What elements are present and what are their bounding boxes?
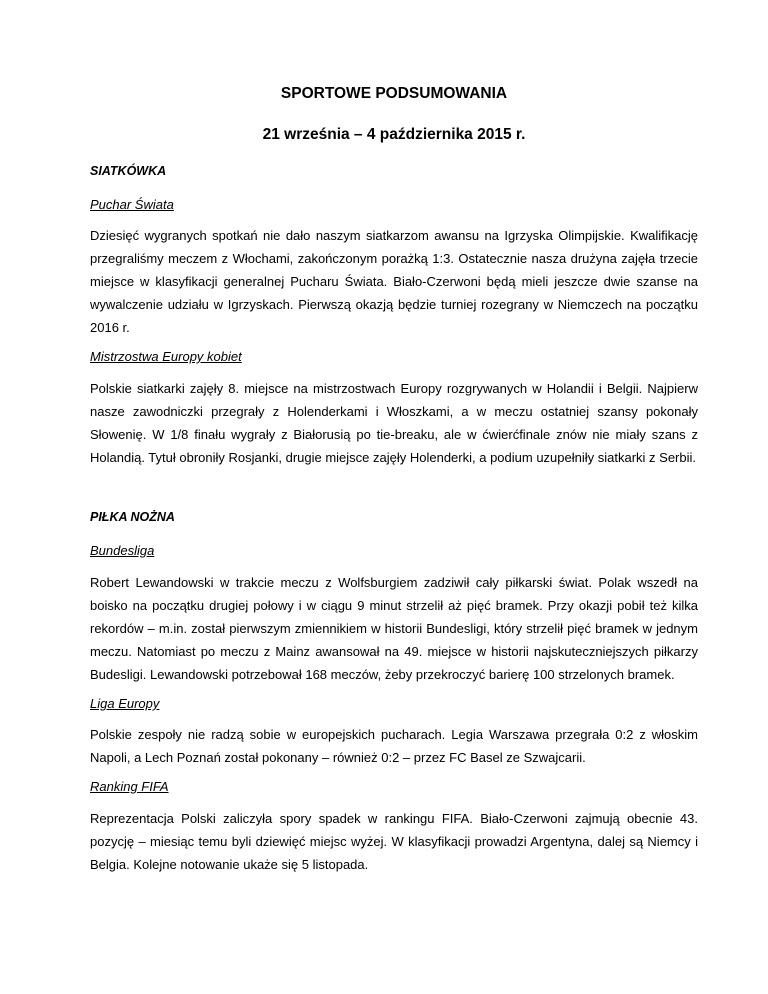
subsection-title: Liga Europy: [90, 696, 160, 711]
subsection-title: Mistrzostwa Europy kobiet: [90, 349, 242, 364]
section-heading: PIŁKA NOŻNA: [90, 510, 175, 524]
subsection-title: Bundesliga: [90, 543, 155, 558]
subsection-text: Reprezentacja Polski zaliczyła spory spadek w rankingu FIFA. Biało-Czerwoni zajmują obecnie 43. pozycję – miesiąc temu byli dziewięć miejsc wyżej. W klasyfikacji prowadzi Argentyna, dalej są Niemcy i Belgia. Kolejne notowanie ukaże się 5 listopada.: [90, 811, 698, 872]
section-football: [90, 509, 698, 876]
subsection-text: Dziesięć wygranych spotkań nie dało naszym siatkarzom awansu na Igrzyska Olimpijskie. Kwalifikację przegraliśmy meczem z Włochami, zakończonym porażką 1:3. Ostatecznie nasza drużyna zajęła trzecie miejsce w klasyfikacji generalnej Pucharu Świata. Biało-Czerwoni będą mieli jeszcze dwie szanse na wywalczenie udziału w Igrzyskach. Pierwszą okazją będzie turniej rozegrany w Niemczech na początku 2016 r.: [90, 228, 698, 335]
subsection-text: Polskie siatkarki zajęły 8. miejsce na mistrzostwach Europy rozgrywanych w Holandii i Belgii. Najpierw nasze zawodniczki przegrały z Holenderkami i Włoszkami, a w meczu ostatniej szansy pokonały Słowenię. W 1/8 finału wygrały z Białorusią po tie-breaku, ale w ćwierćfinale znów nie miały szans z Holandią. Tytuł obroniły Rosjanki, drugie miejsce zajęły Holenderki, a podium uzupełniły siatkarki z Serbii.: [90, 381, 698, 465]
section-volleyball: [90, 163, 698, 469]
subsection-title: Ranking FIFA: [90, 779, 169, 794]
subsection-text: Polskie zespoły nie radzą sobie w europejskich pucharach. Legia Warszawa przegrała 0:2 z włoskim Napoli, a Lech Poznań został pokonany – również 0:2 – przez FC Basel ze Szwajcarii.: [90, 727, 698, 765]
document-title: SPORTOWE PODSUMOWANIA: [280, 85, 508, 102]
subsection-title: Puchar Świata: [90, 197, 174, 212]
date-range: 21 września – 4 października 2015 r.: [262, 126, 526, 143]
section-heading: SIATKÓWKA: [90, 164, 167, 178]
subsection-text: Robert Lewandowski w trakcie meczu z Wolfsburgiem zadziwił cały piłkarski świat. Polak wszedł na boisko na początku drugiej połowy i w ciągu 9 minut strzelił aż pięć bramek. Przy okazji pobił też kilka rekordów – m.in. został pierwszym zmiennikiem w historii Bundesligi, który strzelił pięć bramek w jednym meczu. Natomiast po meczu z Mainz awansował na 49. miejsce w historii najskuteczniejszych piłkarzy Budesligi. Lewandowski potrzebował 168 meczów, żeby przekroczyć barierę 100 strzelonych bramek.: [90, 575, 698, 682]
